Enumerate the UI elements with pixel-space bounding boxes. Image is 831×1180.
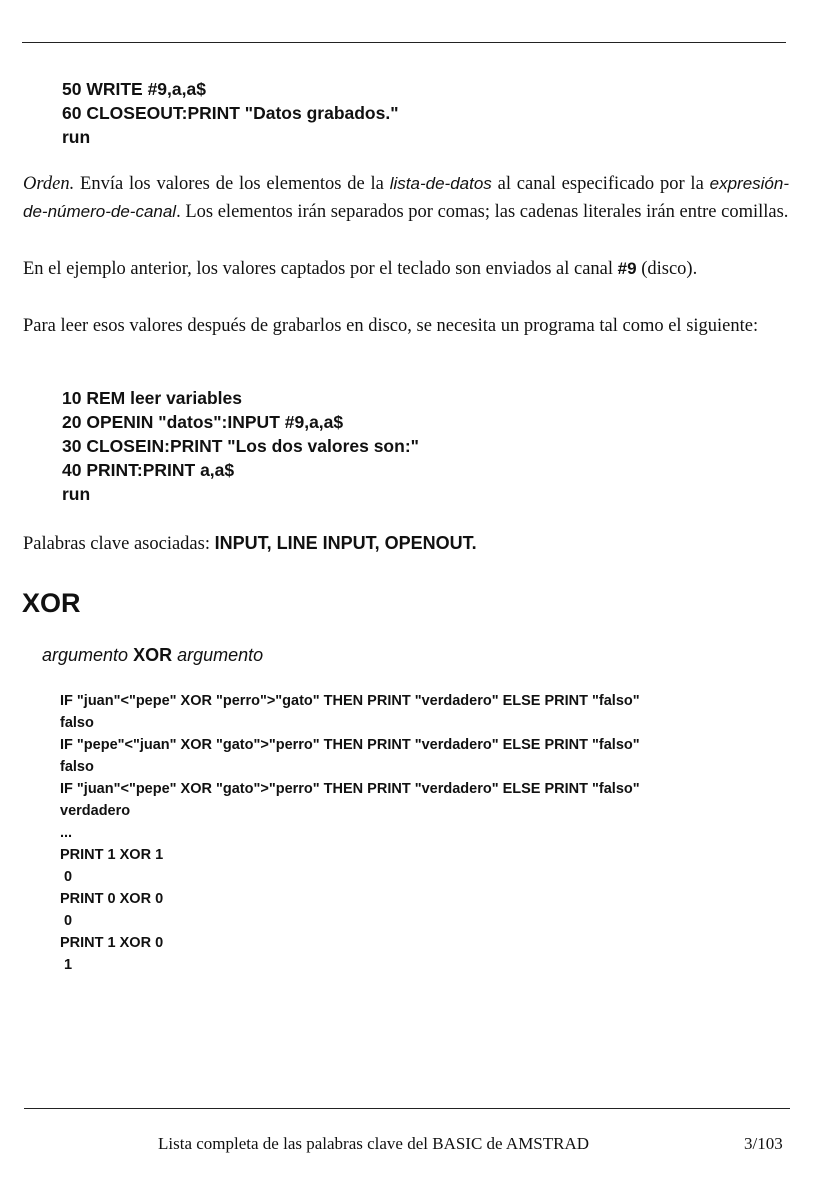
paragraph-ejemplo (23, 255, 789, 283)
syntax-keyword: XOR (133, 645, 173, 665)
xor-syntax (42, 645, 263, 666)
code-line: IF "pepe"<"juan" XOR "gato">"perro" THEN PRINT "verdadero" ELSE PRINT "falso" (60, 737, 640, 753)
code-line: falso (60, 759, 94, 775)
paragraph-leer: Para leer esos valores después de grabarlos en disco, se necesita un programa tal como el siguiente: (23, 316, 759, 336)
syntax-arg: argumento (42, 645, 129, 665)
code-line: run (62, 127, 91, 147)
code-line: run (62, 484, 91, 504)
code-line: 0 (60, 913, 73, 929)
footer-title: Lista completa de las palabras clave del BASIC de AMSTRAD (158, 1134, 590, 1153)
text: En el ejemplo anterior, los valores captados por el teclado son enviados al canal (23, 259, 618, 279)
keywords-list: INPUT, LINE INPUT, OPENOUT. (214, 533, 477, 553)
code-line: falso (60, 715, 94, 731)
lista-de-datos-term: lista-de-datos (389, 174, 492, 193)
code-block-write (62, 77, 399, 149)
code-line: 60 CLOSEOUT:PRINT "Datos grabados." (62, 103, 399, 123)
code-line: IF "juan"<"pepe" XOR "gato">"perro" THEN PRINT "verdadero" ELSE PRINT "falso" (60, 781, 640, 797)
xor-examples (60, 690, 640, 976)
top-rule (22, 42, 786, 43)
page-number: 3/103 (744, 1134, 783, 1153)
code-line: 1 (60, 957, 73, 973)
expresion-term: expresión-de-número-de-canal (23, 174, 789, 221)
code-line: PRINT 1 XOR 0 (60, 935, 164, 951)
code-block-read (62, 386, 419, 506)
text: . Los elementos irán separados por comas; las cadenas literales irán entre comillas. (176, 202, 789, 222)
code-line: 40 PRINT:PRINT a,a$ (62, 460, 235, 480)
code-line: PRINT 0 XOR 0 (60, 891, 164, 907)
bottom-rule (24, 1108, 790, 1109)
associated-keywords (23, 530, 789, 558)
code-line: 10 REM leer variables (62, 388, 242, 408)
code-line: PRINT 1 XOR 1 (60, 847, 164, 863)
code-line: 30 CLOSEIN:PRINT "Los dos valores son:" (62, 436, 419, 456)
code-line: 20 OPENIN "datos":INPUT #9,a,a$ (62, 412, 344, 432)
xor-heading: XOR (22, 588, 81, 618)
code-line: ... (60, 825, 73, 841)
orden-label: Orden. (23, 174, 75, 194)
text: al canal especificado por la (491, 174, 710, 194)
code-line: 0 (60, 869, 73, 885)
code-line: verdadero (60, 803, 131, 819)
code-line: 50 WRITE #9,a,a$ (62, 79, 206, 99)
text: Envía los valores de los elementos de la (74, 174, 390, 194)
canal-term: #9 (617, 259, 637, 278)
code-line: IF "juan"<"pepe" XOR "perro">"gato" THEN PRINT "verdadero" ELSE PRINT "falso" (60, 693, 640, 709)
keywords-label: Palabras clave asociadas: (23, 534, 215, 554)
syntax-arg: argumento (177, 645, 264, 665)
text: (disco). (636, 259, 698, 279)
paragraph-orden (23, 170, 789, 226)
